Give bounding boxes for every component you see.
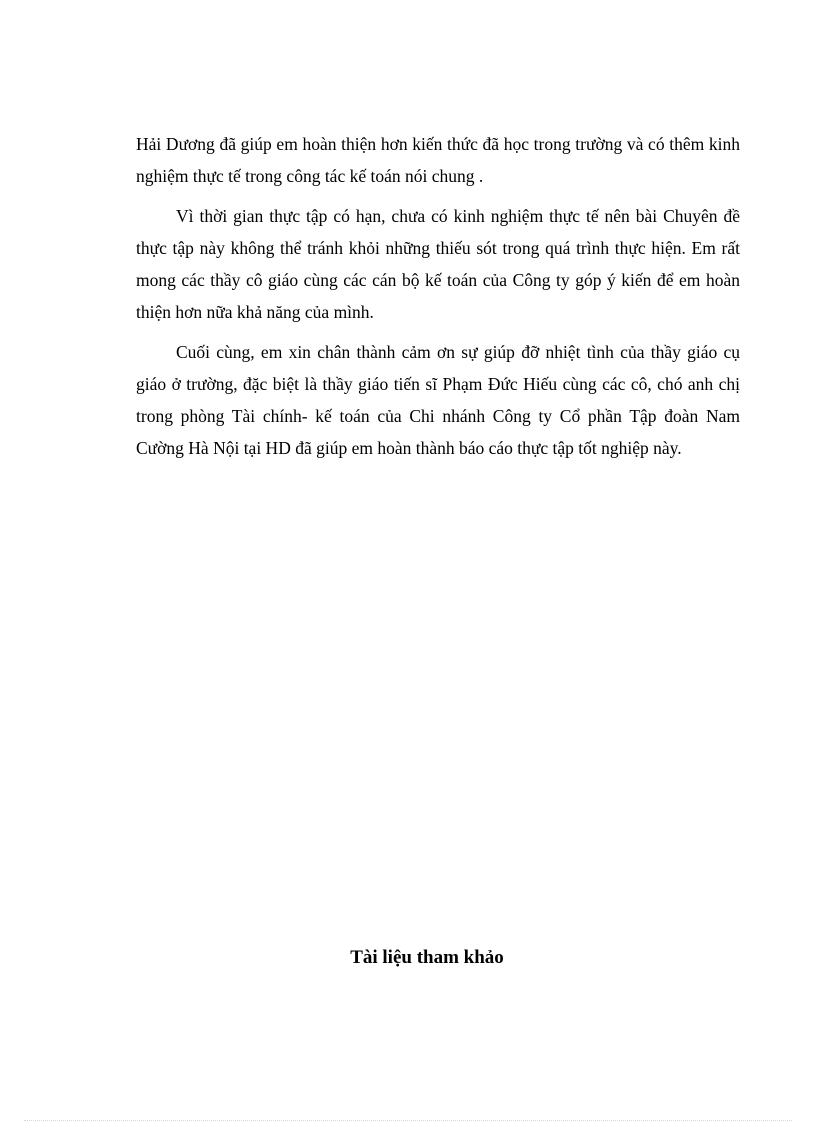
paragraph-acknowledgement: Cuối cùng, em xin chân thành cảm ơn sự giúp đỡ nhiệt tình của thầy giáo cụ giáo ở trường, đặc biệt là thầy giáo tiến sĩ Phạm Đức Hiếu cùng các cô, chó anh chị trong phòng Tài chính- kế toán của Chi nhánh Công ty Cổ phần Tập đoàn Nam Cường Hà Nội tại HD đã giúp em hoàn thành báo cáo thực tập tốt nghiệp này. [136,342,740,458]
references-heading: Tài liệu tham khảo [350,947,504,968]
paragraph-limitations: Vì thời gian thực tập có hạn, chưa có kinh nghiệm thực tế nên bài Chuyên đề thực tập này không thể tránh khỏi những thiếu sót trong quá trình thực hiện. Em rất mong các thầy cô giáo cùng các cán bộ kế toán của Công ty góp ý kiến để em hoàn thiện hơn nữa khả năng của mình. [136,206,740,322]
page-bottom-divider [24,1120,792,1121]
document-body [136,128,740,472]
paragraph-continuation: Hải Dương đã giúp em hoàn thiện hơn kiến thức đã học trong trường và có thêm kinh nghiệm thực tế trong công tác kế toán nói chung . [136,134,740,186]
